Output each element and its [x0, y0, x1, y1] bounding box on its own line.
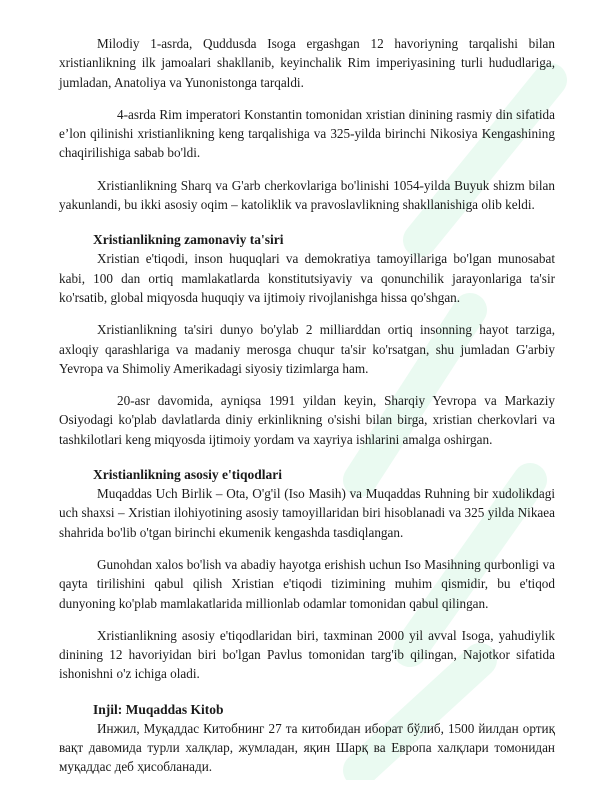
paragraph: 4-asrda Rim imperatori Konstantin tomonidan xristian dinining rasmiy din sifatida e’lon qilinishi xristianlikning keng tarqalishiga va 325-yilda birinchi Nikosiya Kengashining chaqirilishiga sabab bo'ldi. — [59, 106, 555, 161]
paragraph: Xristianlikning Sharq va G'arb cherkovlariga bo'linishi 1054-yilda Buyuk shizm bilan yakunlandi, bu ikki asosiy oqim – katoliklik va pravoslavlikning shakllanishiga olib keldi. — [59, 177, 555, 213]
section-heading: Xristianlikning zamonaviy ta'siri — [93, 232, 284, 248]
paragraph: Milodiy 1-asrda, Quddusda Isoga ergashgan 12 havoriyning tarqalishi bilan xristianlikning ilk jamoalari shakllanib, keyinchalik Rim imperiyasining turli hududlariga, jumladan, Anatoliya va Yunonistonga tarqaldi. — [59, 36, 555, 90]
paragraph: Инжил, Муқаддас Китобнинг 27 та китобидан иборат бўлиб, 1500 йилдан ортиқ вақт давомида турли халқлар, жумладан, яқин Шарқ ва Европа халқлари томонидан муқаддас деб ҳисобланади. — [59, 720, 555, 775]
document-page — [59, 34, 555, 790]
section-heading: Xristianlikning asosiy e'tiqodlari — [93, 467, 283, 483]
paragraph: Muqaddas Uch Birlik – Ota, O'g'il (Iso Masih) va Muqaddas Ruhning bir xudolikdagi uch shaxsi – Xristian ilohiyotining asosiy tamoyillaridan biri hisoblanadi va 325 yilda Nikaea shahrida bo'lib o'tgan birinchi ekumenik kengashda tasdiqlangan. — [59, 486, 555, 540]
section-heading: Injil: Muqaddas Kitob — [93, 701, 224, 717]
paragraph: Gunohdan xalos bo'lish va abadiy hayotga erishish uchun Iso Masihning qurbonligi va qayta tirilishini qabul qilish Xristian e'tiqodi tizimining muhim qismidir, bu e'tiqod dunyoning ko'plab mamlakatlarida millionlab odamlar tomonidan qabul qilingan. — [59, 556, 555, 611]
paragraph: Xristianlikning ta'siri dunyo bo'ylab 2 milliarddan ortiq insonning hayot tarziga, axloqiy qarashlariga va madaniy merosga chuqur ta'sir ko'rsatgan, shu jumladan G'arbiy Yevropa va Shimoliy Amerikadagi siyosiy tizimlarga ham. — [59, 322, 555, 376]
paragraph: 20-asr davomida, ayniqsa 1991 yildan keyin, Sharqiy Yevropa va Markaziy Osiyodagi ko'plab davlatlarda diniy erkinlikning o'sishi bilan birga, xristian cherkovlari va tashkilotlari keng miqyosda ijtimoiy yordam va xayriya ishlarini amalga oshirgan. — [59, 393, 555, 447]
paragraph: Xristian e'tiqodi, inson huquqlari va demokratiya tamoyillariga bo'lgan munosabat kabi, 100 dan ortiq mamlakatlarda konstitutsiyaviy va qonunchilik jarayonlariga ta'sir ko'rsatib, global miqyosda huquqiy va ijtimoiy rivojlanishga hissa qo'shgan. — [59, 251, 555, 305]
paragraph: Xristianlikning asosiy e'tiqodlaridan biri, taxminan 2000 yil avval Isoga, yahudiylik dinining 12 havoriyidan biri bo'lgan Pavlus tomonidan targ'ib qilingan, Najotkor sifatida ishonishni o'z ichiga oladi. — [59, 627, 555, 682]
